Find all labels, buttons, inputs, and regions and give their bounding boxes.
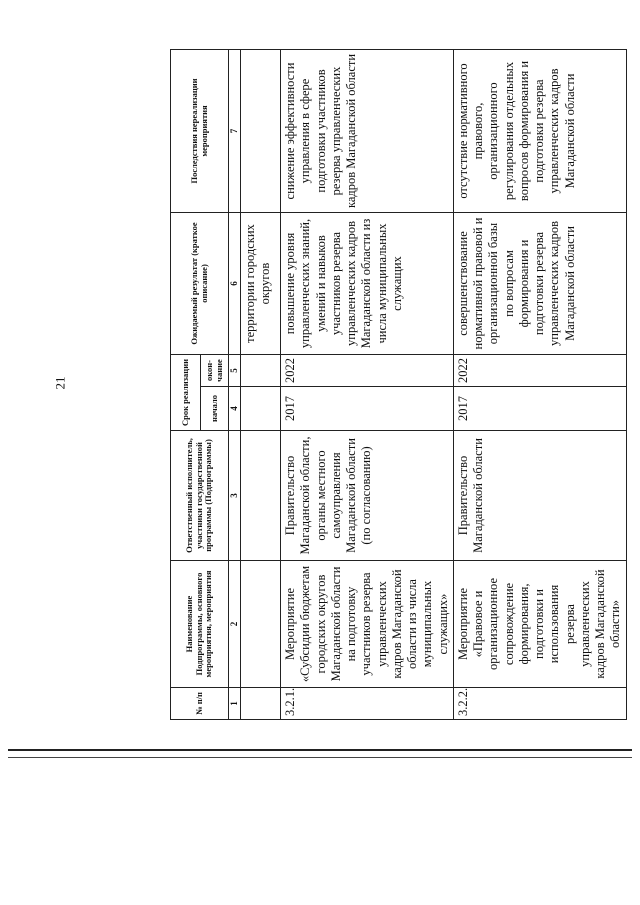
page-bottom-rule-thin bbox=[8, 757, 632, 758]
row-end: 2022 bbox=[281, 355, 454, 387]
header-period: Срок реализации bbox=[171, 355, 201, 431]
row-executor: Правительство Магаданской области bbox=[453, 431, 626, 561]
row-executor bbox=[241, 431, 281, 561]
header-num: № п/п bbox=[171, 688, 229, 720]
column-number: 5 bbox=[229, 355, 241, 387]
column-number: 4 bbox=[229, 387, 241, 431]
row-num: 3.2.1. bbox=[281, 688, 454, 720]
row-num bbox=[241, 688, 281, 720]
program-measures-table bbox=[170, 49, 627, 720]
row-executor: Правительство Магаданской области, органы местного самоуправления Магаданской области (по согласованию) bbox=[281, 431, 454, 561]
rotated-table-container bbox=[170, 50, 623, 720]
row-consequence bbox=[241, 50, 281, 213]
row-name: Мероприятие «Субсидии бюджетам городских округов Магаданской области на подготовку участников резерва управленческих кадров Магаданской области из числа муниципальных служащих» bbox=[281, 561, 454, 688]
column-number: 1 bbox=[229, 688, 241, 720]
header-consequence: Последствия нереализации мероприятия bbox=[171, 50, 229, 213]
header-result: Ожидаемый результат (краткое описание) bbox=[171, 213, 229, 355]
table-row bbox=[453, 50, 626, 720]
page-number: 21 bbox=[52, 376, 68, 390]
row-name bbox=[241, 561, 281, 688]
column-number: 7 bbox=[229, 50, 241, 213]
table-row bbox=[281, 50, 454, 720]
column-number: 6 bbox=[229, 213, 241, 355]
row-consequence: отсутствие нормативного правового, организационного регулирования отдельных вопросов формирования и подготовки резерва управленческих кадров Магаданской области bbox=[453, 50, 626, 213]
header-start: начало bbox=[201, 387, 229, 431]
page-bottom-rule bbox=[8, 749, 632, 751]
row-start bbox=[241, 387, 281, 431]
row-consequence: снижение эффективности управления в сфере подготовки участников резерва управленческих кадров Магаданской области bbox=[281, 50, 454, 213]
row-start: 2017 bbox=[453, 387, 626, 431]
row-start: 2017 bbox=[281, 387, 454, 431]
table-row bbox=[241, 50, 281, 720]
column-number: 3 bbox=[229, 431, 241, 561]
row-result: повышение уровня управленческих знаний, умений и навыков участников резерва управленческих кадров Магаданской области из числа муниципальных служащих bbox=[281, 213, 454, 355]
row-result: совершенствование нормативной правовой и организационной базы по вопросам формирования и подготовки резерва управленческих кадров Магаданской области bbox=[453, 213, 626, 355]
header-name: Наименование Подпрограммы, основного мероприятия, мероприятия bbox=[171, 561, 229, 688]
column-number-row bbox=[229, 50, 241, 720]
row-end: 2022 bbox=[453, 355, 626, 387]
row-result: территории городских округов bbox=[241, 213, 281, 355]
row-num: 3.2.2. bbox=[453, 688, 626, 720]
column-number: 2 bbox=[229, 561, 241, 688]
row-name: Мероприятие «Правовое и организационное сопровождение формирования, подготовки и использования резерва управленческих кадров Магаданской области» bbox=[453, 561, 626, 688]
header-end: окон- чание bbox=[201, 355, 229, 387]
header-executor: Ответственный исполнитель, участники государственной программы (Подпрограммы) bbox=[171, 431, 229, 561]
row-end bbox=[241, 355, 281, 387]
